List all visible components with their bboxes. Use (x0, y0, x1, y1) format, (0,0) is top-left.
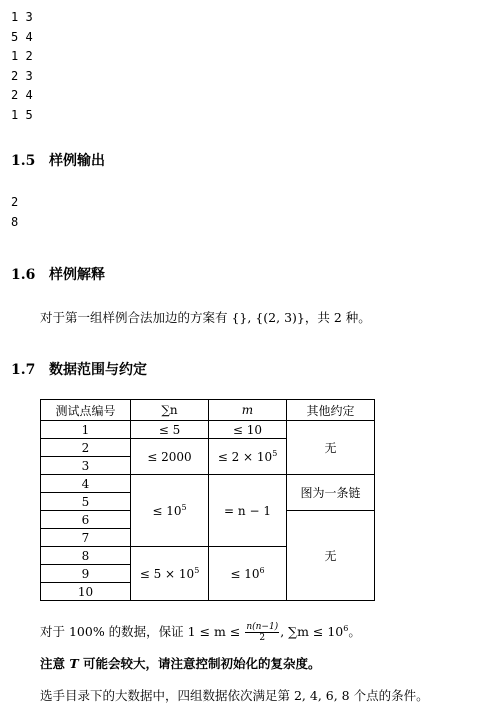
constraint-prefix: 对于 100% 的数据，保证 1 ≤ m ≤ (40, 624, 245, 639)
note-variable: T (69, 656, 79, 671)
n-range-cell: ≤ $5 \times 10^5$ (131, 547, 209, 601)
code-line: 2 4 (11, 88, 33, 102)
section-heading-constraints (11, 359, 147, 379)
section-heading-explanation (11, 264, 105, 284)
n-range-cell: ≤ 2000 (131, 439, 209, 475)
other-cell: 图为一条链 (287, 475, 375, 511)
code-line: 2 3 (11, 68, 33, 83)
note-prefix: 注意 (40, 656, 70, 671)
section-number: 1.6 (11, 267, 36, 283)
test-id-cell: 10 (41, 583, 131, 601)
section-title: 数据范围与约定 (49, 362, 147, 378)
test-id-cell: 7 (41, 529, 131, 547)
n-range-cell: ≤ $10^5$ (131, 475, 209, 547)
section-title: 样例解释 (49, 267, 105, 283)
table-row (41, 421, 375, 439)
table-header-row (41, 400, 375, 421)
note-suffix: 可能会较大，请注意控制初始化的复杂度。 (78, 656, 321, 671)
constraints-table (40, 399, 375, 601)
footer-paragraph: 选手目录下的大数据中，四组数据依次满足第 2, 4, 6, 8 个点的条件。 (40, 688, 429, 703)
header-sum-n: ∑n (131, 400, 209, 421)
other-cell: 无 (287, 511, 375, 601)
header-other: 其他约定 (287, 400, 375, 421)
table-row (41, 475, 375, 493)
section-number: 1.7 (11, 362, 36, 378)
test-id-cell: 8 (41, 547, 131, 565)
code-line: 5 4 (11, 29, 33, 44)
m-range-cell: ≤ $2 \times 10^5$ (209, 439, 287, 475)
test-id-cell: 2 (41, 439, 131, 457)
fraction (245, 622, 279, 643)
code-line: 1 5 (11, 107, 33, 122)
test-id-cell: 4 (41, 475, 131, 493)
constraint-suffix: , $\sum m \le 10^6$。 (280, 624, 361, 639)
explanation-sets: {}, {(2, 3)} (231, 310, 305, 325)
sample-input-tail (11, 8, 33, 125)
explanation-paragraph (40, 308, 371, 326)
m-range-cell: = n − 1 (209, 475, 287, 547)
code-line: 2 (11, 195, 19, 209)
m-range-cell: ≤ $10^6$ (209, 547, 287, 601)
section-heading-sample-output (11, 150, 105, 170)
other-cell: 无 (287, 421, 375, 475)
fraction-numerator: n(n−1) (246, 622, 279, 632)
explanation-prefix: 对于第一组样例合法加边的方案有 (40, 310, 232, 325)
section-title: 样例输出 (49, 153, 105, 169)
header-m: m (209, 400, 287, 421)
code-line: 1 2 (11, 49, 33, 63)
test-id-cell: 3 (41, 457, 131, 475)
header-test-id: 测试点编号 (41, 400, 131, 421)
fraction-denominator: 2 (259, 633, 266, 643)
code-line: 1 3 (11, 10, 33, 24)
test-id-cell: 9 (41, 565, 131, 583)
constraint-paragraph (40, 622, 361, 643)
test-id-cell: 5 (41, 493, 131, 511)
sample-output (11, 193, 18, 232)
n-range-cell: ≤ 5 (131, 421, 209, 439)
explanation-suffix: ，共 2 种。 (304, 310, 371, 325)
m-range-cell: ≤ 10 (209, 421, 287, 439)
note-paragraph (40, 654, 321, 672)
test-id-cell: 1 (41, 421, 131, 439)
code-line: 8 (11, 214, 19, 229)
section-number: 1.5 (11, 153, 36, 169)
test-id-cell: 6 (41, 511, 131, 529)
